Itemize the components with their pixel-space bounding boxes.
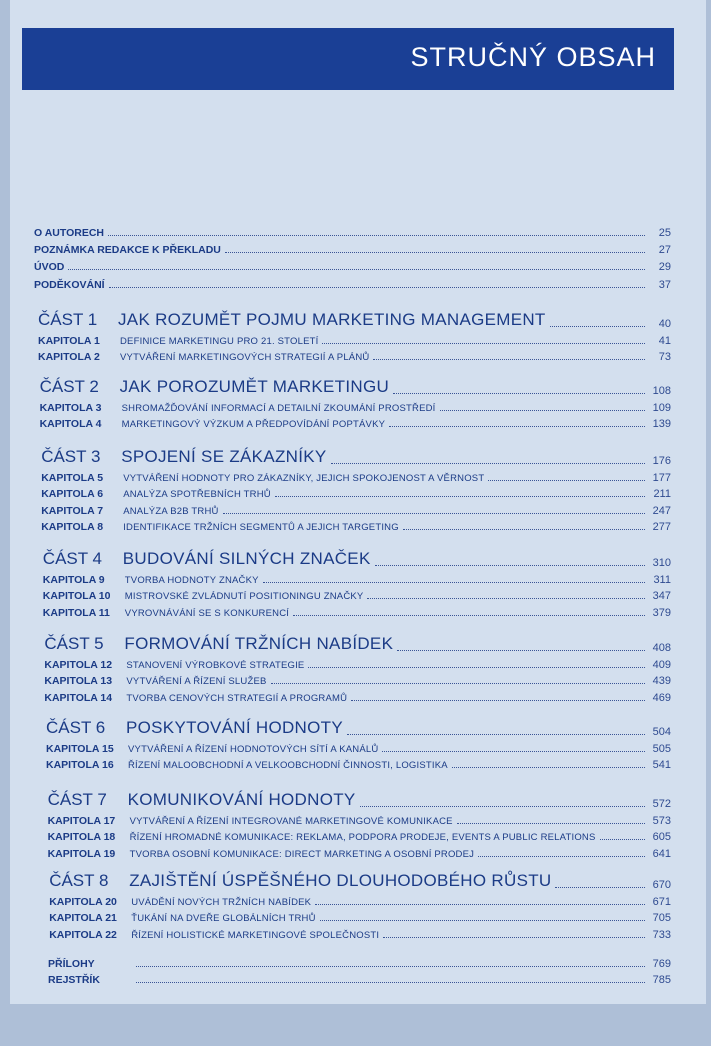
dot-leader (136, 965, 645, 967)
dot-leader (293, 614, 645, 616)
back-matter-entry[interactable] (48, 958, 671, 970)
part-title: JAK POROZUMĚT MARKETINGU (119, 377, 390, 396)
chapter-label: KAPITOLA 22 (49, 928, 117, 941)
chapter-entry[interactable] (43, 574, 671, 586)
chapter-title: UVÁDĚNÍ NOVÝCH TRŽNÍCH NABÍDEK (131, 897, 312, 908)
chapter-title: ANALÝZA SPOTŘEBNÍCH TRHŮ (123, 489, 271, 501)
dot-leader (555, 886, 645, 888)
chapter-entry[interactable] (44, 692, 671, 704)
dot-leader (360, 805, 645, 807)
page-number: 29 (658, 261, 671, 273)
chapter-entry[interactable] (41, 488, 671, 500)
chapter-entry[interactable] (38, 335, 671, 347)
page-number: 541 (652, 759, 671, 772)
dot-leader (367, 597, 645, 599)
part-heading[interactable] (38, 310, 671, 330)
part-title: SPOJENÍ SE ZÁKAZNÍKY (121, 447, 327, 466)
chapter-title: STANOVENÍ VÝROBKOVÉ STRATEGIE (126, 660, 305, 671)
page-number: 671 (652, 896, 671, 908)
chapter-label: KAPITOLA 5 (41, 472, 104, 484)
page-number: 785 (652, 974, 671, 986)
chapter-label: KAPITOLA 15 (46, 743, 114, 755)
dot-leader (108, 234, 645, 236)
front-matter-label: PODĚKOVÁNÍ (34, 279, 105, 291)
page-number: 310 (652, 557, 671, 569)
dot-leader (263, 581, 645, 583)
dot-leader (315, 903, 645, 905)
page-number: 211 (653, 488, 671, 501)
chapter-title: TVORBA OSOBNÍ KOMUNIKACE: DIRECT MARKETING A OSOBNÍ PRODEJ (129, 848, 475, 860)
part-number: ČÁST 6 (46, 718, 106, 737)
page-number: 733 (652, 928, 671, 941)
page-number: 277 (652, 520, 671, 533)
part-title: FORMOVÁNÍ TRŽNÍCH NABÍDEK (124, 634, 394, 653)
chapter-label: KAPITOLA 7 (41, 504, 104, 517)
chapter-entry[interactable] (43, 590, 671, 602)
page-title: STRUČNÝ OBSAH (410, 42, 656, 72)
chapter-title: VYTVÁŘENÍ A ŘÍZENÍ HODNOTOVÝCH SÍTÍ A KANÁLŮ (128, 744, 379, 755)
chapter-label: KAPITOLA 17 (47, 815, 116, 827)
back-matter-entry[interactable] (48, 974, 671, 986)
chapter-title: VYROVNÁVÁNÍ SE S KONKURENCÍ (124, 607, 290, 619)
part-number: ČÁST 7 (47, 790, 107, 809)
page-number: 25 (658, 227, 671, 239)
chapter-title: VYTVÁŘENÍ MARKETINGOVÝCH STRATEGIÍ A PLÁNŮ (120, 352, 370, 364)
part-heading[interactable] (48, 790, 671, 810)
page-number: 409 (652, 659, 671, 671)
page-number: 177 (652, 472, 671, 484)
chapter-label: KAPITOLA 21 (49, 912, 117, 925)
part-title: BUDOVÁNÍ SILNÝCH ZNAČEK (122, 549, 371, 568)
dot-leader (403, 528, 645, 530)
front-matter-label: POZNÁMKA REDAKCE K PŘEKLADU (34, 244, 221, 256)
chapter-label: KAPITOLA 13 (44, 675, 113, 688)
page-number: 347 (652, 590, 671, 603)
part-number: ČÁST 3 (41, 447, 101, 466)
chapter-label: KAPITOLA 6 (41, 488, 104, 501)
back-matter-label: PŘÍLOHY (48, 958, 95, 970)
front-matter-label: O AUTORECH (34, 227, 105, 239)
chapter-entry[interactable] (49, 896, 671, 908)
chapter-label: KAPITOLA 18 (47, 831, 116, 844)
chapter-entry[interactable] (40, 418, 671, 430)
chapter-title: MISTROVSKÉ ZVLÁDNUTÍ POSITIONINGU ZNAČKY (124, 591, 364, 603)
chapter-title: ŘÍZENÍ MALOOBCHODNÍ A VELKOOBCHODNÍ ČINNOSTI, LOGISTIKA (128, 760, 448, 772)
page-number: 572 (652, 798, 671, 810)
front-matter-entry[interactable] (34, 227, 671, 239)
title-banner (22, 28, 674, 90)
chapter-title: DEFINICE MARKETINGU PRO 21. STOLETÍ (120, 336, 319, 347)
dot-leader (383, 936, 645, 938)
page-number: 705 (652, 912, 671, 925)
part-number: ČÁST 4 (42, 549, 103, 568)
dot-leader (389, 425, 645, 427)
chapter-entry[interactable] (41, 472, 671, 484)
chapter-entry[interactable] (49, 912, 671, 924)
chapter-entry[interactable] (48, 815, 671, 827)
page-number: 41 (658, 335, 671, 347)
dot-leader (452, 766, 645, 768)
page-number: 108 (652, 385, 671, 397)
chapter-entry[interactable] (48, 848, 671, 860)
chapter-title: MARKETINGOVÝ VÝZKUM A PŘEDPOVÍDÁNÍ POPTÁVKY (121, 419, 386, 431)
dot-leader (600, 838, 645, 840)
dot-leader (331, 462, 645, 464)
page-number: 247 (652, 504, 671, 517)
chapter-entry[interactable] (41, 521, 671, 533)
chapter-label: KAPITOLA 4 (39, 418, 102, 431)
part-number: ČÁST 2 (39, 377, 99, 396)
part-number: ČÁST 1 (38, 310, 98, 329)
page-number: 670 (652, 879, 671, 891)
page-number: 27 (658, 244, 671, 256)
chapter-entry[interactable] (46, 743, 671, 755)
chapter-entry[interactable] (43, 607, 671, 619)
page-number: 176 (652, 455, 671, 467)
page-number: 37 (658, 279, 671, 291)
dot-leader (397, 649, 645, 651)
page-number: 379 (652, 606, 671, 619)
chapter-title: TVORBA HODNOTY ZNAČKY (124, 575, 259, 586)
chapter-title: ŘÍZENÍ HROMADNÉ KOMUNIKACE: REKLAMA, PODPORA PRODEJE, EVENTS A PUBLIC RELATIONS (129, 832, 596, 844)
part-title: ZAJIŠTĚNÍ ÚSPĚŠNÉHO DLOUHODOBÉHO RŮSTU (129, 871, 552, 890)
chapter-entry[interactable] (44, 675, 671, 687)
page-number: 439 (652, 675, 671, 688)
page-number: 769 (652, 958, 671, 970)
page-number: 73 (658, 351, 671, 364)
part-heading[interactable] (44, 634, 671, 654)
chapter-label: KAPITOLA 14 (44, 691, 113, 704)
page-number: 109 (652, 402, 671, 414)
chapter-label: KAPITOLA 10 (42, 590, 111, 603)
chapter-label: KAPITOLA 12 (44, 659, 113, 671)
page-number: 40 (658, 318, 671, 330)
front-matter-entry[interactable] (34, 279, 671, 291)
chapter-entry[interactable] (40, 402, 671, 414)
part-title: KOMUNIKOVÁNÍ HODNOTY (127, 790, 356, 809)
page-number: 573 (652, 815, 671, 827)
dot-leader (109, 286, 645, 288)
chapter-label: KAPITOLA 8 (41, 520, 104, 533)
chapter-entry[interactable] (41, 505, 671, 517)
dot-leader (393, 392, 645, 394)
front-matter-entry[interactable] (34, 244, 671, 256)
part-number: ČÁST 8 (49, 871, 109, 890)
dot-leader (488, 479, 645, 481)
part-number: ČÁST 5 (44, 634, 104, 653)
part-title: JAK ROZUMĚT POJMU MARKETING MANAGEMENT (118, 310, 546, 329)
chapter-label: KAPITOLA 16 (46, 759, 114, 772)
dot-leader (271, 682, 645, 684)
page-number: 311 (653, 574, 671, 586)
part-heading[interactable] (40, 377, 671, 397)
page-number: 605 (652, 831, 671, 844)
dot-leader (347, 733, 645, 735)
dot-leader (440, 409, 645, 411)
back-matter-label: REJSTŘÍK (48, 974, 100, 986)
part-heading[interactable] (43, 549, 671, 569)
chapter-label: KAPITOLA 3 (39, 402, 102, 414)
page-number: 641 (652, 847, 671, 860)
dot-leader (275, 495, 645, 497)
dot-leader (382, 750, 645, 752)
dot-leader (373, 358, 645, 360)
chapter-label: KAPITOLA 9 (42, 574, 105, 586)
chapter-label: KAPITOLA 11 (42, 606, 110, 619)
page-number: 408 (652, 642, 671, 654)
chapter-entry[interactable] (38, 351, 671, 363)
chapter-label: KAPITOLA 2 (38, 351, 100, 364)
chapter-entry[interactable] (48, 831, 671, 843)
chapter-label: KAPITOLA 1 (38, 335, 100, 347)
chapter-entry[interactable] (44, 659, 671, 671)
page-number: 505 (652, 743, 671, 755)
dot-leader (550, 325, 645, 327)
chapter-title: SHROMAŽĎOVÁNÍ INFORMACÍ A DETAILNÍ ZKOUMÁNÍ PROSTŘEDÍ (121, 403, 436, 414)
dot-leader (351, 699, 645, 701)
dot-leader (136, 981, 645, 983)
chapter-entry[interactable] (46, 759, 671, 771)
chapter-title: IDENTIFIKACE TRŽNÍCH SEGMENTŮ A JEJICH TARGETING (123, 521, 399, 533)
dot-leader (68, 268, 645, 270)
dot-leader (308, 666, 645, 668)
page-number: 469 (652, 691, 671, 704)
front-matter-label: ÚVOD (34, 261, 65, 273)
chapter-label: KAPITOLA 19 (47, 847, 116, 860)
chapter-title: TVORBA CENOVÝCH STRATEGIÍ A PROGRAMŮ (126, 692, 348, 704)
page-number: 504 (652, 726, 671, 738)
chapter-label: KAPITOLA 20 (49, 896, 117, 908)
chapter-title: ANALÝZA B2B TRHŮ (123, 505, 219, 517)
chapter-title: VYTVÁŘENÍ A ŘÍZENÍ SLUŽEB (126, 676, 267, 688)
chapter-title: ŘÍZENÍ HOLISTICKÉ MARKETINGOVÉ SPOLEČNOSTI (131, 929, 380, 941)
page-number: 139 (652, 418, 671, 431)
dot-leader (223, 512, 645, 514)
chapter-entry[interactable] (49, 929, 671, 941)
part-heading[interactable] (49, 871, 671, 891)
dot-leader (375, 564, 645, 566)
part-title: POSKYTOVÁNÍ HODNOTY (126, 718, 343, 737)
dot-leader (322, 342, 645, 344)
front-matter-entry[interactable] (34, 261, 671, 273)
dot-leader (478, 855, 645, 857)
dot-leader (225, 251, 645, 253)
chapter-title: ŤUKÁNÍ NA DVEŘE GLOBÁLNÍCH TRHŮ (131, 913, 316, 925)
chapter-title: VYTVÁŘENÍ A ŘÍZENÍ INTEGROVANÉ MARKETINGOVÉ KOMUNIKACE (129, 816, 453, 827)
dot-leader (320, 919, 645, 921)
part-heading[interactable] (41, 447, 671, 467)
part-heading[interactable] (46, 718, 671, 738)
chapter-title: VYTVÁŘENÍ HODNOTY PRO ZÁKAZNÍKY, JEJICH SPOKOJENOST A VĚRNOST (123, 473, 485, 484)
dot-leader (457, 822, 645, 824)
